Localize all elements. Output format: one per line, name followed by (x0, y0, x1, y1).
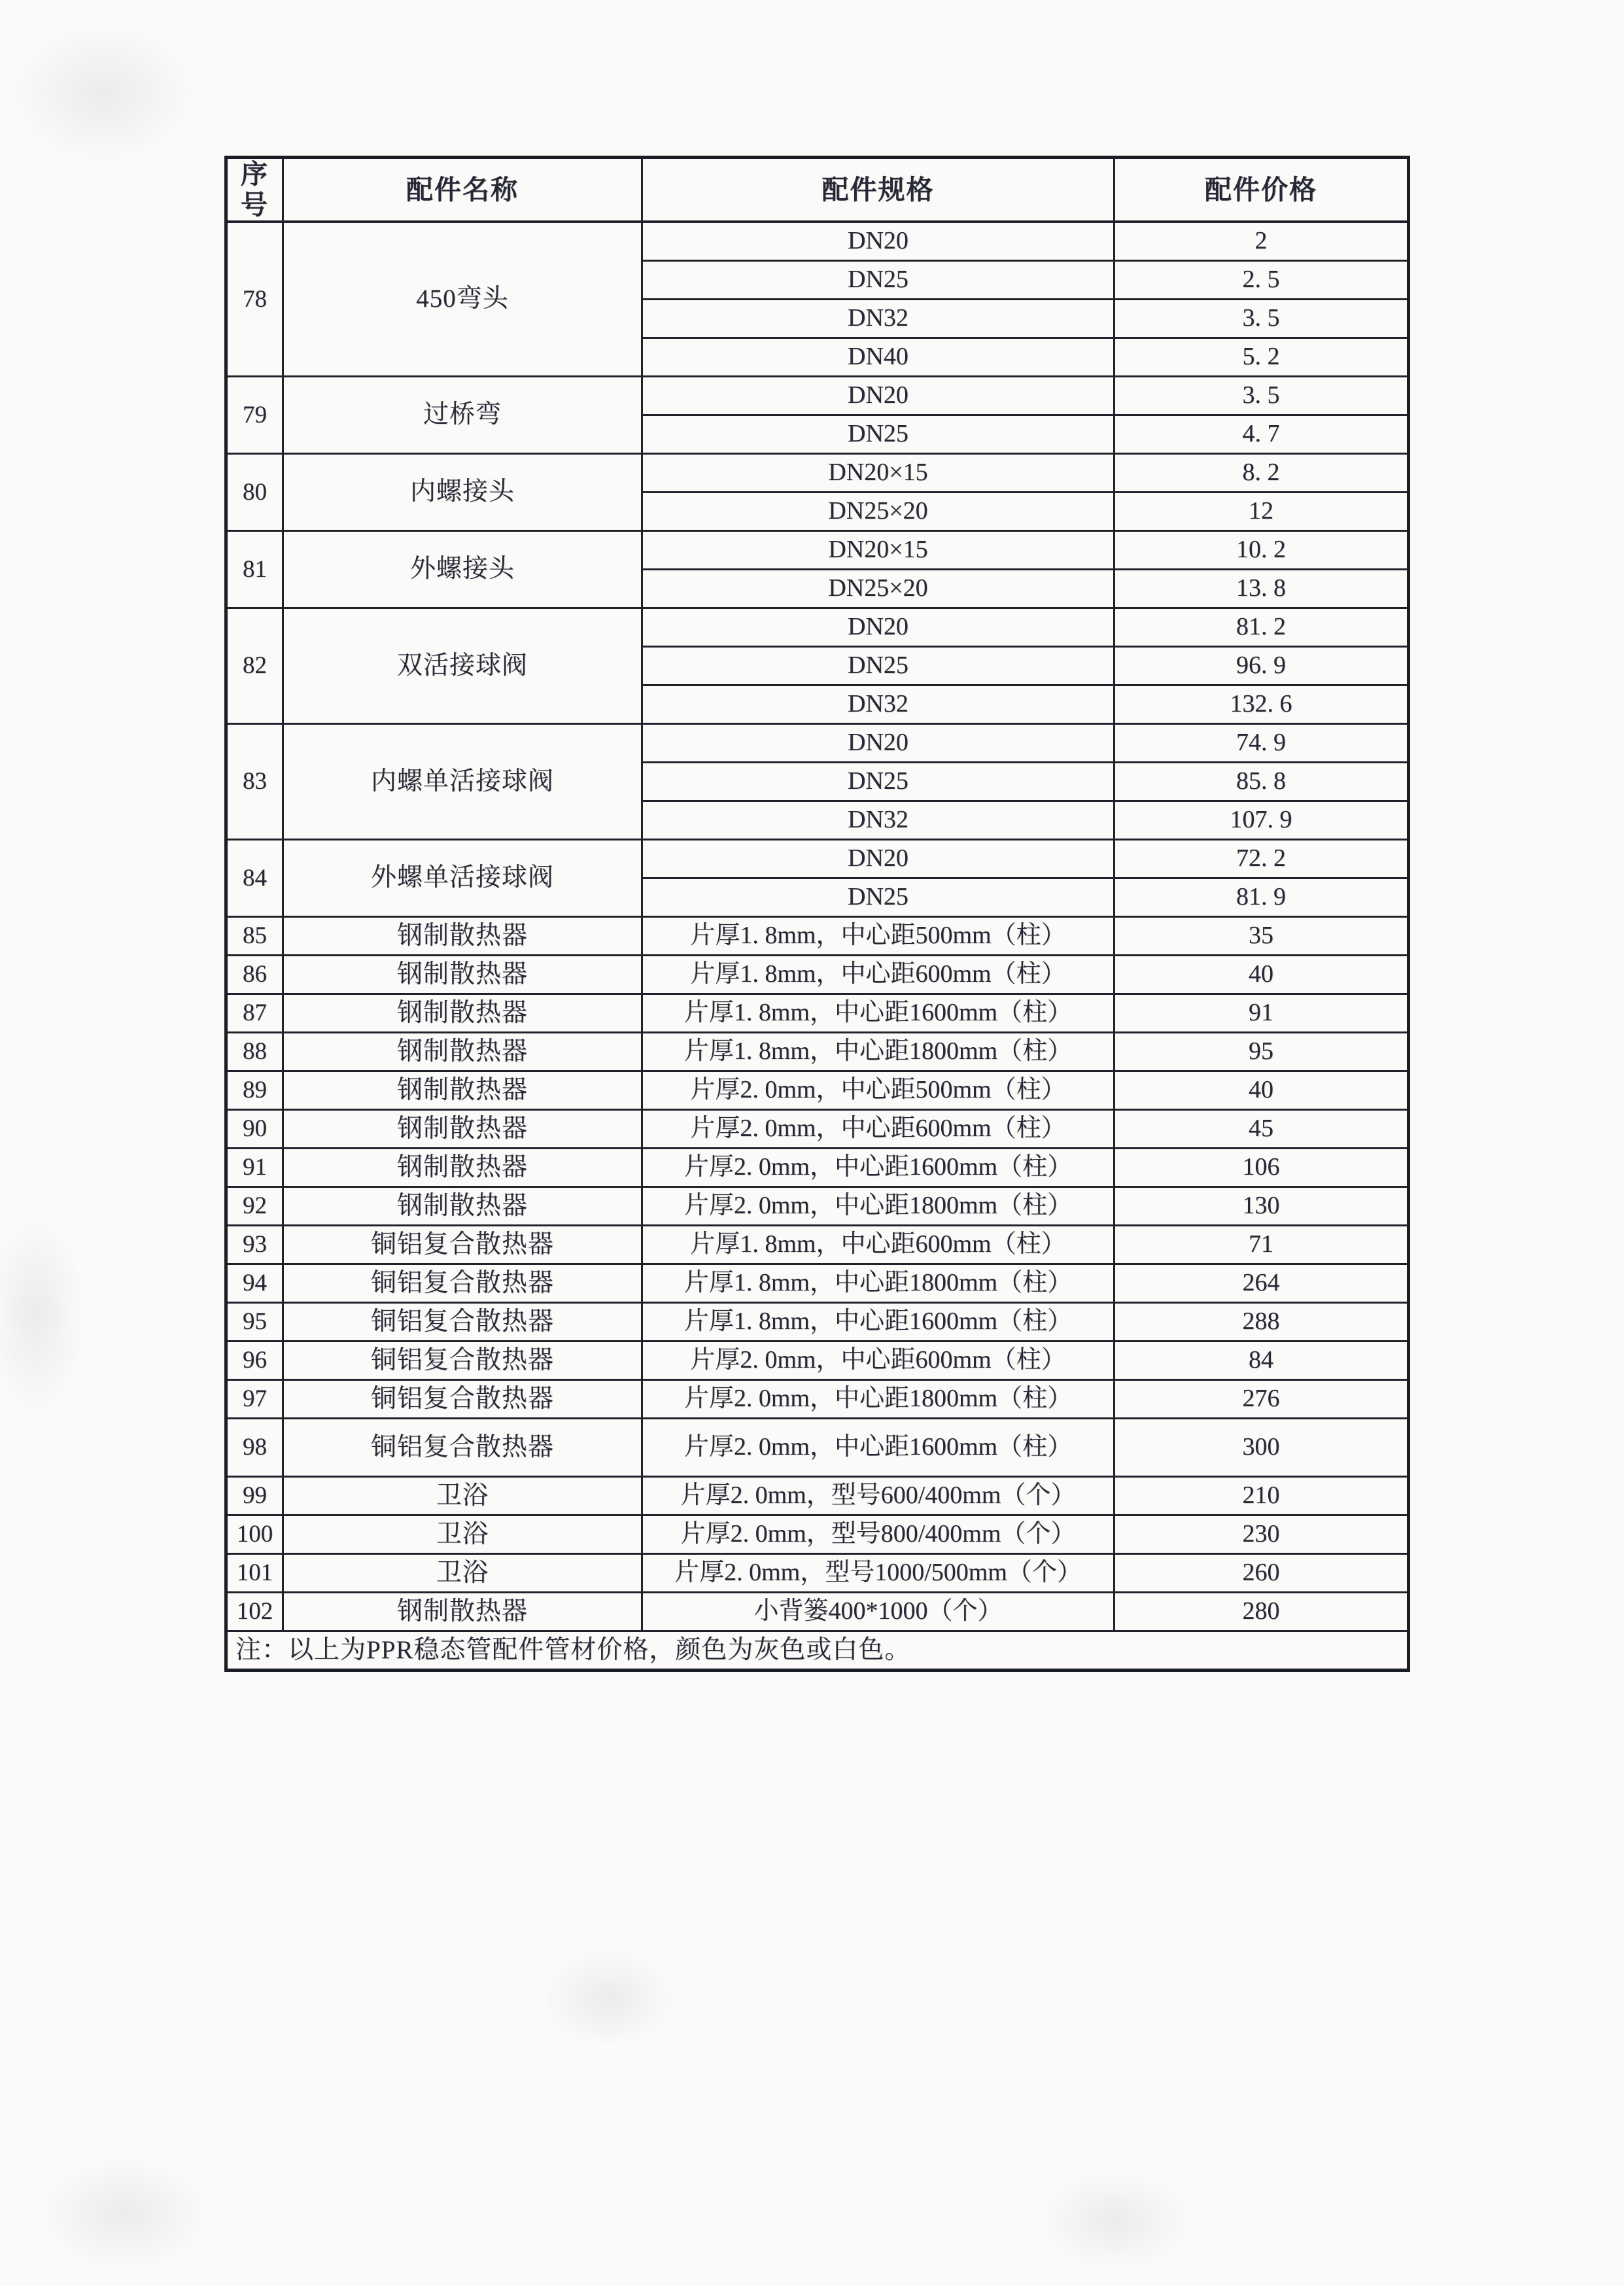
price-cell: 91 (1114, 994, 1409, 1033)
price-cell: 45 (1114, 1110, 1409, 1149)
part-name-cell: 外螺接头 (283, 531, 642, 608)
table-row (226, 1264, 1409, 1303)
table-row (226, 724, 1409, 763)
price-cell: 300 (1114, 1419, 1409, 1477)
spec-cell: 片厚1. 8mm，中心距1800mm（柱） (642, 1264, 1114, 1303)
serial-cell: 87 (226, 994, 283, 1033)
price-cell: 95 (1114, 1033, 1409, 1071)
spec-cell: DN20 (642, 724, 1114, 763)
spec-cell: 片厚2. 0mm，型号600/400mm（个） (642, 1477, 1114, 1515)
table-row (226, 454, 1409, 493)
table-row (226, 1380, 1409, 1419)
spec-cell: DN32 (642, 801, 1114, 840)
header-price: 配件价格 (1114, 158, 1409, 222)
table-row (226, 956, 1409, 994)
spec-cell: DN25 (642, 647, 1114, 685)
spec-cell: DN20 (642, 377, 1114, 415)
part-name-cell: 铜铝复合散热器 (283, 1264, 642, 1303)
note-cell: 注：以上为PPR稳态管配件管材价格，颜色为灰色或白色。 (226, 1631, 1409, 1671)
serial-cell: 91 (226, 1149, 283, 1187)
header-spec: 配件规格 (642, 158, 1114, 222)
spec-cell: DN25 (642, 878, 1114, 917)
spec-cell: 片厚1. 8mm，中心距600mm（柱） (642, 1226, 1114, 1264)
part-name-cell: 铜铝复合散热器 (283, 1303, 642, 1342)
table-footer (226, 1631, 1409, 1671)
table-row (226, 1033, 1409, 1071)
spec-cell: 片厚2. 0mm，中心距500mm（柱） (642, 1071, 1114, 1110)
table-row (226, 1515, 1409, 1554)
spec-cell: 片厚2. 0mm，中心距1800mm（柱） (642, 1380, 1114, 1419)
serial-cell: 102 (226, 1593, 283, 1631)
serial-cell: 101 (226, 1554, 283, 1593)
price-cell: 40 (1114, 956, 1409, 994)
table-row (226, 917, 1409, 956)
serial-cell: 83 (226, 724, 283, 840)
price-cell: 81. 9 (1114, 878, 1409, 917)
table-row (226, 608, 1409, 647)
table-row (226, 994, 1409, 1033)
price-cell: 10. 2 (1114, 531, 1409, 570)
spec-cell: DN25 (642, 415, 1114, 454)
spec-cell: 片厚2. 0mm，中心距600mm（柱） (642, 1110, 1114, 1149)
part-name-cell: 卫浴 (283, 1477, 642, 1515)
serial-cell: 89 (226, 1071, 283, 1110)
table-row (226, 1226, 1409, 1264)
spec-cell: DN25×20 (642, 570, 1114, 608)
table-row (226, 1342, 1409, 1380)
scan-smudge (0, 1217, 85, 1413)
part-name-cell: 钢制散热器 (283, 956, 642, 994)
spec-cell: 片厚2. 0mm，中心距1800mm（柱） (642, 1187, 1114, 1226)
table-row (226, 840, 1409, 878)
price-cell: 72. 2 (1114, 840, 1409, 878)
serial-cell: 96 (226, 1342, 283, 1380)
table-row (226, 1593, 1409, 1631)
spec-cell: 片厚2. 0mm，型号1000/500mm（个） (642, 1554, 1114, 1593)
price-cell: 3. 5 (1114, 377, 1409, 415)
part-name-cell: 内螺接头 (283, 454, 642, 531)
price-cell: 13. 8 (1114, 570, 1409, 608)
part-name-cell: 钢制散热器 (283, 1187, 642, 1226)
serial-cell: 94 (226, 1264, 283, 1303)
spec-cell: DN40 (642, 338, 1114, 377)
part-name-cell: 钢制散热器 (283, 917, 642, 956)
part-name-cell: 铜铝复合散热器 (283, 1226, 642, 1264)
price-cell: 210 (1114, 1477, 1409, 1515)
part-name-cell: 卫浴 (283, 1515, 642, 1554)
price-cell: 2. 5 (1114, 261, 1409, 300)
serial-cell: 81 (226, 531, 283, 608)
spec-cell: DN25 (642, 763, 1114, 801)
part-name-cell: 钢制散热器 (283, 1593, 642, 1631)
price-cell: 5. 2 (1114, 338, 1409, 377)
price-cell: 8. 2 (1114, 454, 1409, 493)
parts-table-body (226, 222, 1409, 1631)
price-cell: 2 (1114, 222, 1409, 261)
part-name-cell: 双活接球阀 (283, 608, 642, 724)
price-cell: 106 (1114, 1149, 1409, 1187)
part-name-cell: 钢制散热器 (283, 1071, 642, 1110)
table-row (226, 1149, 1409, 1187)
table-row (226, 1554, 1409, 1593)
spec-cell: 片厚1. 8mm，中心距1600mm（柱） (642, 994, 1114, 1033)
part-name-cell: 铜铝复合散热器 (283, 1342, 642, 1380)
spec-cell: DN20×15 (642, 454, 1114, 493)
spec-cell: 片厚1. 8mm，中心距600mm（柱） (642, 956, 1114, 994)
serial-cell: 92 (226, 1187, 283, 1226)
spec-cell: DN32 (642, 685, 1114, 724)
spec-cell: 片厚2. 0mm，型号800/400mm（个） (642, 1515, 1114, 1554)
spec-cell: 片厚2. 0mm，中心距600mm（柱） (642, 1342, 1114, 1380)
spec-cell: DN25 (642, 261, 1114, 300)
table-row (226, 1071, 1409, 1110)
serial-cell: 95 (226, 1303, 283, 1342)
price-cell: 280 (1114, 1593, 1409, 1631)
spec-cell: 片厚2. 0mm，中心距1600mm（柱） (642, 1149, 1114, 1187)
price-cell: 84 (1114, 1342, 1409, 1380)
scan-smudge (12, 25, 195, 162)
part-name-cell: 钢制散热器 (283, 1149, 642, 1187)
serial-cell: 86 (226, 956, 283, 994)
header-row (226, 158, 1409, 222)
spec-cell: DN32 (642, 300, 1114, 338)
price-cell: 96. 9 (1114, 647, 1409, 685)
part-name-cell: 外螺单活接球阀 (283, 840, 642, 917)
header-part-name: 配件名称 (283, 158, 642, 222)
spec-cell: DN20 (642, 608, 1114, 647)
price-cell: 276 (1114, 1380, 1409, 1419)
table-row (226, 1477, 1409, 1515)
price-cell: 132. 6 (1114, 685, 1409, 724)
spec-cell: DN20×15 (642, 531, 1114, 570)
price-cell: 4. 7 (1114, 415, 1409, 454)
price-cell: 12 (1114, 493, 1409, 531)
price-cell: 85. 8 (1114, 763, 1409, 801)
price-cell: 107. 9 (1114, 801, 1409, 840)
serial-cell: 80 (226, 454, 283, 531)
part-name-cell: 钢制散热器 (283, 1033, 642, 1071)
spec-cell: DN20 (642, 840, 1114, 878)
note-row (226, 1631, 1409, 1671)
serial-cell: 79 (226, 377, 283, 454)
spec-cell: 片厚1. 8mm，中心距1600mm（柱） (642, 1303, 1114, 1342)
part-name-cell: 内螺单活接球阀 (283, 724, 642, 840)
price-cell: 230 (1114, 1515, 1409, 1554)
price-cell: 81. 2 (1114, 608, 1409, 647)
spec-cell: 小背篓400*1000（个） (642, 1593, 1114, 1631)
serial-cell: 84 (226, 840, 283, 917)
spec-cell: 片厚1. 8mm，中心距1800mm（柱） (642, 1033, 1114, 1071)
serial-cell: 78 (226, 222, 283, 377)
table-row (226, 377, 1409, 415)
scan-smudge (39, 2158, 209, 2270)
table-row (226, 531, 1409, 570)
scan-smudge (543, 1949, 674, 2047)
part-name-cell: 过桥弯 (283, 377, 642, 454)
part-name-cell: 卫浴 (283, 1554, 642, 1593)
table-header (226, 158, 1409, 222)
table-row (226, 1303, 1409, 1342)
serial-cell: 90 (226, 1110, 283, 1149)
table-row (226, 222, 1409, 261)
spec-cell: DN20 (642, 222, 1114, 261)
header-serial: 序号 (226, 158, 283, 222)
serial-cell: 93 (226, 1226, 283, 1264)
serial-cell: 100 (226, 1515, 283, 1554)
spec-cell: DN25×20 (642, 493, 1114, 531)
serial-cell: 98 (226, 1419, 283, 1477)
spec-cell: 片厚2. 0mm，中心距1600mm（柱） (642, 1419, 1114, 1477)
serial-cell: 85 (226, 917, 283, 956)
spec-cell: 片厚1. 8mm，中心距500mm（柱） (642, 917, 1114, 956)
price-cell: 130 (1114, 1187, 1409, 1226)
price-cell: 260 (1114, 1554, 1409, 1593)
price-cell: 40 (1114, 1071, 1409, 1110)
part-name-cell: 铜铝复合散热器 (283, 1380, 642, 1419)
serial-cell: 97 (226, 1380, 283, 1419)
part-name-cell: 铜铝复合散热器 (283, 1419, 642, 1477)
price-cell: 288 (1114, 1303, 1409, 1342)
price-cell: 71 (1114, 1226, 1409, 1264)
price-cell: 3. 5 (1114, 300, 1409, 338)
table-row (226, 1110, 1409, 1149)
serial-cell: 88 (226, 1033, 283, 1071)
part-name-cell: 钢制散热器 (283, 1110, 642, 1149)
price-cell: 74. 9 (1114, 724, 1409, 763)
table-row (226, 1187, 1409, 1226)
scan-smudge (1040, 2172, 1190, 2270)
serial-cell: 99 (226, 1477, 283, 1515)
part-name-cell: 钢制散热器 (283, 994, 642, 1033)
price-cell: 264 (1114, 1264, 1409, 1303)
parts-price-table (224, 156, 1410, 1672)
table-row (226, 1419, 1409, 1477)
price-cell: 35 (1114, 917, 1409, 956)
part-name-cell: 450弯头 (283, 222, 642, 377)
serial-cell: 82 (226, 608, 283, 724)
